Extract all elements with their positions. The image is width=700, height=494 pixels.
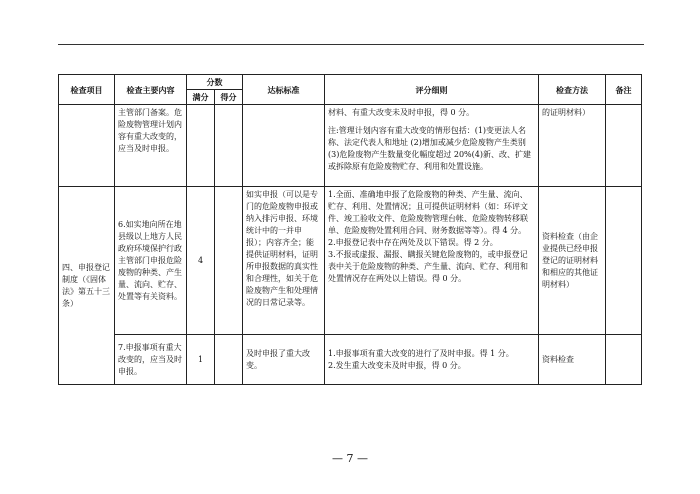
header-score: 分数 xyxy=(187,75,243,90)
rule-item: 3.不报或虚报、漏报、瞒报关键危险废物的，或申报登记表中关于危险废物的种类、产生量、流向、贮存、利用和处置情况存在两处以上错误。得 0 分。 xyxy=(328,250,528,283)
cell-method: 的证明材料） xyxy=(539,105,606,187)
section-title: 四、申报登记制度（《固体法》第五十三条） xyxy=(59,187,115,385)
cell-method: 资料检查 xyxy=(539,335,606,385)
cell-full xyxy=(187,105,215,187)
rule-item: 1.全面、准确地申报了危险废物的种类、产生量、流向、贮存、利用、处置情况；且可提供证明材料（如：环评文件、竣工验收文件、危险废物管理台帐、危险废物转移联单、危险废物处置利用合同、财务数据等等）。得 4 分。 xyxy=(328,190,528,235)
header-standard: 达标标准 xyxy=(243,75,325,105)
cell-standard: 如实申报（可以是专门的危险废物申报或纳入排污申报、环境统计中的一并申报）；内容齐全；能提供证明材料，证明所申报数据的真实性和合理性，如关于危险废物产生和处理情况的日常记录等。 xyxy=(243,187,325,335)
header-content: 检查主要内容 xyxy=(115,75,187,105)
cell-content: 7.申报事项有重大改变的，应当及时申报。 xyxy=(115,335,187,385)
rule-item: 2.发生重大改变未及时申报，得 0 分。 xyxy=(328,360,466,370)
cell-remark xyxy=(606,105,642,187)
cell-standard xyxy=(243,105,325,187)
table-row xyxy=(59,335,642,385)
cell-full: 1 xyxy=(187,335,215,385)
cell-got xyxy=(215,187,243,335)
rule-note: 注:管理计划内容有重大改变的情形包括：(1)变更法人名称、法定代表人和地址 (2)增加或减少危险废物产生类别(3)危险废物产生数量变化幅度超过 20%(4)新、改、扩建或拆除原有危险废物贮存、利用和处置设施。 xyxy=(328,126,531,171)
page-number: — 7 — xyxy=(332,452,368,465)
header-method: 检查方法 xyxy=(539,75,606,105)
table-row xyxy=(59,187,642,335)
header-item: 检查项目 xyxy=(59,75,115,105)
rule-item: 1.申报事项有重大改变的进行了及时申报。得 1 分。 xyxy=(328,348,514,358)
table-row xyxy=(59,105,642,187)
cell-item xyxy=(59,105,115,187)
cell-got xyxy=(215,335,243,385)
rule-line: 材料、有重大改变未及时申报，得 0 分。 xyxy=(328,108,475,117)
cell-standard: 及时申报了重大改变。 xyxy=(243,335,325,385)
cell-content: 6.如实地向所在地县级以上地方人民政府环境保护行政主管部门申报危险废物的种类、产生量、流向、贮存、处置等有关资料。 xyxy=(115,187,187,335)
header-got: 得分 xyxy=(215,90,243,105)
cell-full: 4 xyxy=(187,187,215,335)
header-full: 满分 xyxy=(187,90,215,105)
cell-content: 主管部门备案。危险废物管理计划内容有重大改变的，应当及时申报。 xyxy=(115,105,187,187)
header-remark: 备注 xyxy=(606,75,642,105)
cell-got xyxy=(215,105,243,187)
cell-remark xyxy=(606,187,642,335)
top-rule xyxy=(58,44,644,45)
cell-rules xyxy=(325,105,539,187)
rule-item: 2.申报登记表中存在两处及以下错误。得 2 分。 xyxy=(328,238,498,247)
cell-rules xyxy=(325,187,539,335)
cell-method: 资料检查（由企业提供已经申报登记的证明材料和相应的其他证明材料） xyxy=(539,187,606,335)
header-rules: 评分细则 xyxy=(325,75,539,105)
cell-remark xyxy=(606,335,642,385)
cell-rules xyxy=(325,335,539,385)
inspection-table xyxy=(58,74,642,385)
